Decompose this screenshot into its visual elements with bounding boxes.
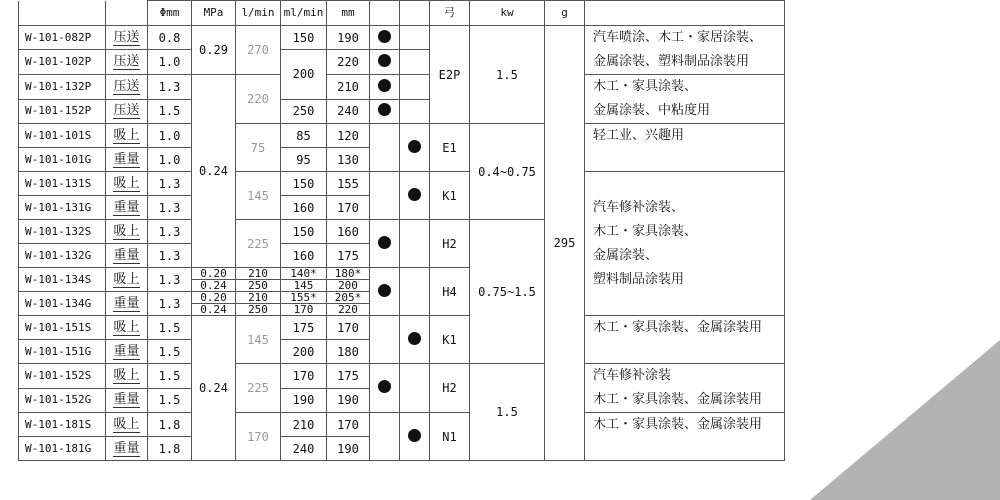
feed-cell: 重量: [106, 292, 148, 316]
nozzle-cell: 1.3: [148, 220, 192, 244]
dot-cell: [370, 50, 400, 75]
table-row: [19, 316, 785, 340]
filled-dot-icon: [378, 103, 391, 116]
power-cell: 0.75~1.5: [470, 220, 545, 364]
table-row: [19, 124, 785, 148]
application-cell: 汽车修补涂装、 木工・家具涂装、 金属涂装、 塑料制品涂装用: [585, 172, 785, 316]
application-cell: 木工・家具涂装、金属涂装用: [585, 413, 785, 461]
power-cell: 1.5: [470, 26, 545, 124]
fluid-cell: 250: [281, 99, 327, 124]
feed-cell: 吸上: [106, 172, 148, 196]
application-cell: 木工・家具涂装、金属涂装用: [585, 316, 785, 364]
nozzle-cell: 1.8: [148, 437, 192, 461]
nozzle-cell: 1.5: [148, 99, 192, 124]
model-cell: W-101-102P: [19, 50, 106, 75]
fluid-cell: 175: [281, 316, 327, 340]
nozzle-cell: 1.5: [148, 388, 192, 413]
header-nozzle: Φmm: [148, 1, 192, 26]
application-cell: 木工・家具涂装、 金属涂装、中粘度用: [585, 75, 785, 124]
model-cell: W-101-082P: [19, 26, 106, 50]
air-cell: 75: [236, 124, 281, 172]
pattern-cell: 170: [327, 316, 370, 340]
air-cell: 270: [236, 26, 281, 75]
nozzle-cell: 0.8: [148, 26, 192, 50]
feed-cell: 重量: [106, 388, 148, 413]
dot-cell: [370, 75, 400, 100]
cap-cell: N1: [430, 413, 470, 461]
pattern-cell: 175: [327, 244, 370, 268]
feed-cell: 重量: [106, 437, 148, 461]
filled-dot-icon: [408, 429, 421, 442]
pattern-cell: 220: [327, 50, 370, 75]
cap-cell: E1: [430, 124, 470, 172]
fluid-cell: 150: [281, 26, 327, 50]
feed-cell: 重量: [106, 340, 148, 364]
cap-cell: H2: [430, 364, 470, 413]
air-cell: 225: [236, 364, 281, 413]
fluid-cell: 200: [281, 340, 327, 364]
air-stacked-cell: 210 250: [236, 268, 281, 292]
nozzle-cell: 1.3: [148, 244, 192, 268]
model-cell: W-101-131S: [19, 172, 106, 196]
table-row: [19, 26, 785, 50]
fluid-cell: 150: [281, 220, 327, 244]
air-cell: 225: [236, 220, 281, 268]
pattern-cell: 160: [327, 220, 370, 244]
feed-cell: 吸上: [106, 413, 148, 437]
fluid-cell: 240: [281, 437, 327, 461]
pattern-cell: 180: [327, 340, 370, 364]
pressure-cell: 0.29: [192, 26, 236, 75]
filled-dot-icon: [408, 188, 421, 201]
nozzle-cell: 1.3: [148, 268, 192, 292]
pressure-stacked-cell: 0.20 0.24: [192, 292, 236, 316]
header-weight: g: [545, 1, 585, 26]
cap-cell: K1: [430, 316, 470, 364]
dot-cell: [370, 99, 400, 124]
filled-dot-icon: [378, 236, 391, 249]
nozzle-cell: 1.3: [148, 172, 192, 196]
spec-table: [18, 0, 785, 461]
filled-dot-icon: [378, 79, 391, 92]
power-cell: 1.5: [470, 364, 545, 461]
header-fluid: ml/min: [281, 1, 327, 26]
nozzle-cell: 1.3: [148, 196, 192, 220]
pattern-cell: 190: [327, 437, 370, 461]
feed-cell: 压送: [106, 99, 148, 124]
pressure-stacked-cell: 0.20 0.24: [192, 268, 236, 292]
nozzle-cell: 1.5: [148, 340, 192, 364]
nozzle-cell: 1.0: [148, 50, 192, 75]
dot-cell: [370, 220, 400, 268]
feed-cell: 吸上: [106, 316, 148, 340]
header-pressure: MPa: [192, 1, 236, 26]
filled-dot-icon: [378, 380, 391, 393]
fluid-stacked-cell: 140* 145: [281, 268, 327, 292]
application-cell: 轻工业、兴趣用: [585, 124, 785, 172]
model-cell: W-101-151S: [19, 316, 106, 340]
nozzle-cell: 1.5: [148, 364, 192, 389]
fluid-cell: 150: [281, 172, 327, 196]
model-cell: W-101-101G: [19, 148, 106, 172]
table-row: [19, 172, 785, 196]
filled-dot-icon: [408, 140, 421, 153]
header-row: [19, 1, 785, 26]
nozzle-cell: 1.0: [148, 124, 192, 148]
pattern-cell: 210: [327, 75, 370, 100]
feed-cell: 重量: [106, 148, 148, 172]
fluid-cell: 200: [281, 50, 327, 100]
feed-cell: 吸上: [106, 364, 148, 389]
fluid-cell: 190: [281, 388, 327, 413]
table-row: [19, 364, 785, 389]
model-cell: W-101-134S: [19, 268, 106, 292]
header-power: kw: [470, 1, 545, 26]
feed-cell: 重量: [106, 196, 148, 220]
cap-cell: H2: [430, 220, 470, 268]
feed-cell: 重量: [106, 244, 148, 268]
dot-cell: [370, 26, 400, 50]
header-air: l/min: [236, 1, 281, 26]
model-cell: W-101-152G: [19, 388, 106, 413]
pattern-cell: 170: [327, 413, 370, 437]
pattern-cell: 175: [327, 364, 370, 389]
feed-cell: 压送: [106, 50, 148, 75]
feed-cell: 吸上: [106, 268, 148, 292]
dot-cell: [400, 124, 430, 172]
pattern-cell: 170: [327, 196, 370, 220]
table-row: [19, 75, 785, 100]
dot-cell: [400, 413, 430, 461]
filled-dot-icon: [378, 30, 391, 43]
model-cell: W-101-131G: [19, 196, 106, 220]
feed-cell: 吸上: [106, 124, 148, 148]
filled-dot-icon: [378, 54, 391, 67]
cap-cell: H4: [430, 268, 470, 316]
model-cell: W-101-132G: [19, 244, 106, 268]
weight-cell: 295: [545, 26, 585, 461]
fluid-cell: 160: [281, 196, 327, 220]
feed-cell: 压送: [106, 26, 148, 50]
model-cell: W-101-181G: [19, 437, 106, 461]
feed-cell: 压送: [106, 75, 148, 100]
nozzle-cell: 1.3: [148, 292, 192, 316]
table-row: [19, 413, 785, 437]
air-cell: 170: [236, 413, 281, 461]
pattern-stacked-cell: 205* 220: [327, 292, 370, 316]
fluid-stacked-cell: 155* 170: [281, 292, 327, 316]
air-cell: 145: [236, 172, 281, 220]
nozzle-cell: 1.8: [148, 413, 192, 437]
header-cap: 弓: [430, 1, 470, 26]
power-cell: 0.4~0.75: [470, 124, 545, 220]
air-stacked-cell: 210 250: [236, 292, 281, 316]
dot-cell: [400, 172, 430, 220]
dot-cell: [400, 316, 430, 364]
filled-dot-icon: [378, 284, 391, 297]
model-cell: W-101-152P: [19, 99, 106, 124]
cap-cell: K1: [430, 172, 470, 220]
feed-cell: 吸上: [106, 220, 148, 244]
nozzle-cell: 1.3: [148, 75, 192, 100]
pressure-cell: 0.24: [192, 75, 236, 268]
model-cell: W-101-132P: [19, 75, 106, 100]
fluid-cell: 210: [281, 413, 327, 437]
pattern-cell: 240: [327, 99, 370, 124]
dot-cell: [370, 364, 400, 413]
nozzle-cell: 1.5: [148, 316, 192, 340]
dot-cell: [370, 268, 400, 316]
nozzle-cell: 1.0: [148, 148, 192, 172]
fluid-cell: 95: [281, 148, 327, 172]
model-cell: W-101-151G: [19, 340, 106, 364]
header-pattern: mm: [327, 1, 370, 26]
model-cell: W-101-101S: [19, 124, 106, 148]
air-cell: 145: [236, 316, 281, 364]
pattern-stacked-cell: 180* 200: [327, 268, 370, 292]
fluid-cell: 160: [281, 244, 327, 268]
model-cell: W-101-181S: [19, 413, 106, 437]
model-cell: W-101-152S: [19, 364, 106, 389]
application-cell: 汽车修补涂装 木工・家具涂装、金属涂装用: [585, 364, 785, 413]
pattern-cell: 130: [327, 148, 370, 172]
pattern-cell: 190: [327, 388, 370, 413]
cap-cell: E2P: [430, 26, 470, 124]
pattern-cell: 120: [327, 124, 370, 148]
pattern-cell: 155: [327, 172, 370, 196]
fluid-cell: 85: [281, 124, 327, 148]
fluid-cell: 170: [281, 364, 327, 389]
filled-dot-icon: [408, 332, 421, 345]
pressure-cell: 0.24: [192, 316, 236, 461]
pattern-cell: 190: [327, 26, 370, 50]
air-cell: 220: [236, 75, 281, 124]
application-cell: 汽车喷涂、木工・家居涂装、 金属涂装、塑料制品涂装用: [585, 26, 785, 75]
model-cell: W-101-134G: [19, 292, 106, 316]
model-cell: W-101-132S: [19, 220, 106, 244]
